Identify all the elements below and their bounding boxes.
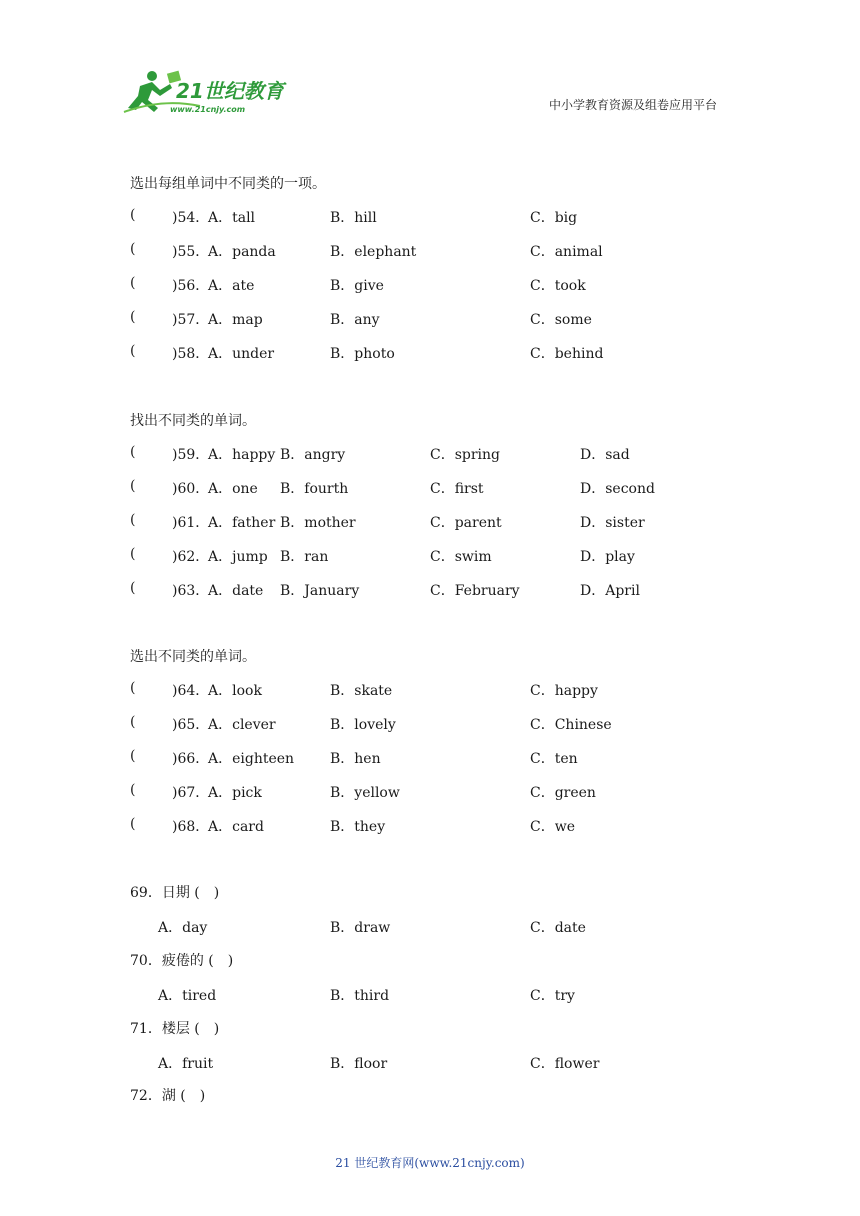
option: B．fourth [280,481,349,497]
answer-blank[interactable]: ( [130,478,136,494]
question-number: )64． [172,683,210,699]
section-title: 选出不同类的单词。 [130,649,256,665]
option: B．draw [330,920,391,936]
option: C．happy [530,683,598,699]
option: C．flower [530,1056,600,1072]
option: A．map [208,312,263,328]
option: B．angry [280,447,346,463]
question-number: )68． [172,819,210,835]
question-number: )56． [172,278,210,294]
option: B．hill [330,210,377,226]
question-row [0,748,860,768]
option: C．date [530,920,586,936]
option: A．clever [208,717,276,733]
option: C．took [530,278,586,294]
answer-blank[interactable]: ( [130,580,136,596]
question-number: )55． [172,244,210,260]
option: A．panda [208,244,276,260]
option: B．any [330,312,380,328]
answer-blank[interactable]: ( [130,748,136,764]
question-row [0,241,860,261]
option: A．jump [208,549,268,565]
footer: 21 世纪教育网(www.21cnjy.com) [335,1156,525,1170]
translation-question [0,950,860,970]
option: D．sister [580,515,645,531]
question-row [0,478,860,498]
answer-blank[interactable]: ( [130,714,136,730]
answer-blank[interactable]: ( [130,275,136,291]
option: B．yellow [330,785,400,801]
option: C．February [430,583,520,599]
options-row [0,985,860,1005]
option: A．day [158,920,208,936]
answer-blank[interactable]: ( [130,207,136,223]
option: C．we [530,819,575,835]
question-row [0,714,860,734]
option: C．first [430,481,484,497]
option: A．card [208,819,264,835]
section-title: 选出每组单词中不同类的一项。 [130,176,326,192]
answer-blank[interactable]: ( [130,782,136,798]
question-number: )58． [172,346,210,362]
logo-text: 21世纪教育 [176,79,284,103]
question-row [0,580,860,600]
option: A．date [208,583,264,599]
option: D．April [580,583,640,599]
option: A．happy [208,447,276,463]
answer-blank[interactable]: ( [130,680,136,696]
question-number: )59． [172,447,210,463]
option: B．mother [280,515,356,531]
option: C．ten [530,751,578,767]
question-number: )54． [172,210,210,226]
option: C．parent [430,515,502,531]
question-row [0,207,860,227]
question-number: )67． [172,785,210,801]
option: C．spring [430,447,501,463]
question-row [0,512,860,532]
option: D．second [580,481,655,497]
question-number: )61． [172,515,210,531]
logo-url: www.21cnjy.com [170,105,246,114]
question-number: )66． [172,751,210,767]
option: B．photo [330,346,395,362]
option: C．behind [530,346,604,362]
question-row [0,680,860,700]
option: B．hen [330,751,381,767]
question-text: 70．疲倦的 ( ) [130,953,234,969]
question-row [0,782,860,802]
question-text: 71．楼层 ( ) [130,1021,220,1037]
answer-blank[interactable]: ( [130,444,136,460]
answer-blank[interactable]: ( [130,512,136,528]
option: B．January [280,583,360,599]
translation-question [0,1018,860,1038]
question-row [0,546,860,566]
option: B．lovely [330,717,396,733]
option: C．animal [530,244,603,260]
question-row [0,444,860,464]
question-number: )65． [172,717,210,733]
options-row [0,917,860,937]
question-number: )63． [172,583,210,599]
option: B．elephant [330,244,417,260]
option: D．play [580,549,635,565]
option: B．third [330,988,390,1004]
answer-blank[interactable]: ( [130,309,136,325]
option: A．fruit [158,1056,214,1072]
translation-question [0,1085,860,1105]
question-text: 69．日期 ( ) [130,885,220,901]
logo [122,68,292,116]
answer-blank[interactable]: ( [130,241,136,257]
option: C．try [530,988,575,1004]
option: B．ran [280,549,329,565]
option: A．look [208,683,262,699]
option: A．ate [208,278,255,294]
option: C．big [530,210,578,226]
question-row [0,343,860,363]
option: B．they [330,819,386,835]
question-number: )60． [172,481,210,497]
option: A．tired [158,988,217,1004]
option: B．give [330,278,384,294]
option: D．sad [580,447,630,463]
option: C．green [530,785,596,801]
answer-blank[interactable]: ( [130,546,136,562]
question-row [0,816,860,836]
option: A．pick [208,785,262,801]
translation-question [0,882,860,902]
option: A．under [208,346,275,362]
option: A．eighteen [208,751,295,767]
question-row [0,309,860,329]
option: A．one [208,481,258,497]
option: C．some [530,312,592,328]
option: A．father [208,515,276,531]
question-text: 72．湖 ( ) [130,1088,206,1104]
option: C．swim [430,549,492,565]
answer-blank[interactable]: ( [130,343,136,359]
header-platform-text: 中小学教育资源及组卷应用平台 [549,98,718,112]
section-title: 找出不同类的单词。 [130,413,256,429]
answer-blank[interactable]: ( [130,816,136,832]
question-row [0,275,860,295]
question-number: )62． [172,549,210,565]
option: B．floor [330,1056,388,1072]
option: A．tall [208,210,256,226]
question-number: )57． [172,312,210,328]
options-row [0,1053,860,1073]
option: C．Chinese [530,717,612,733]
option: B．skate [330,683,393,699]
